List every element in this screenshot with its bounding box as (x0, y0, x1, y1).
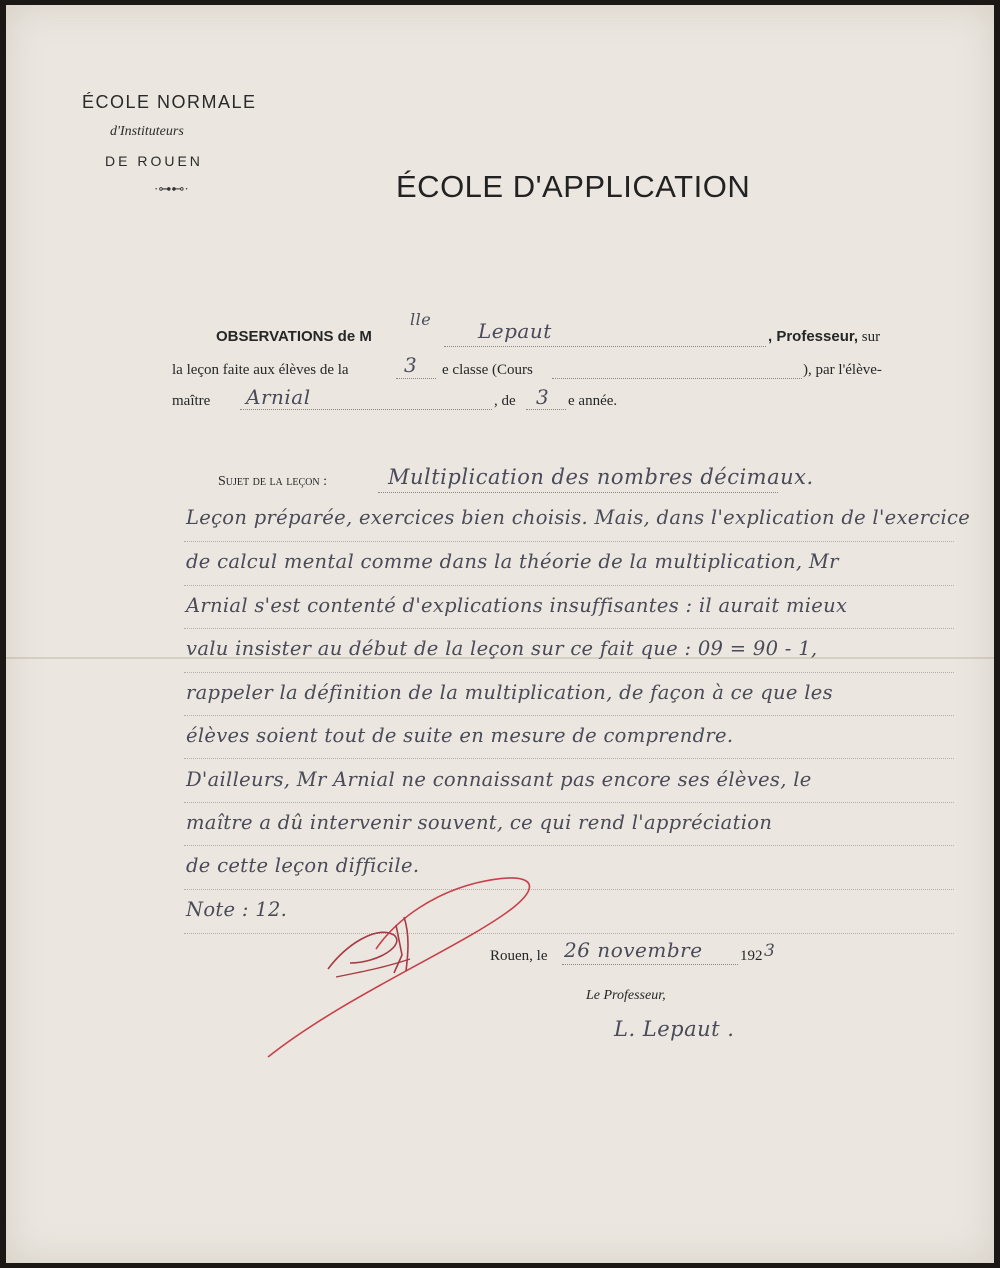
subject-label: Sujet de la leçon : (218, 474, 327, 489)
lesson-label: la leçon faite aux élèves de la (172, 362, 349, 378)
classe-label: e classe (Cours (442, 362, 533, 378)
observation-line: de cette leçon difficile. (186, 854, 420, 877)
date-place-label: Rouen, le (490, 948, 548, 964)
school-name: ÉCOLE NORMALE (82, 92, 257, 112)
school-subtitle: d'Instituteurs (110, 124, 184, 139)
observation-line: de calcul mental comme dans la théorie de la multiplication, Mr (186, 550, 839, 573)
par-eleve-label: ), par l'élève- (803, 362, 882, 378)
professor-signature: L. Lepaut . (614, 1017, 735, 1041)
observations-label: OBSERVATIONS de M (216, 328, 372, 345)
observation-line: Leçon préparée, exercices bien choisis. Mais, dans l'explication de l'exercice (186, 506, 971, 529)
note-line: Note : 12. (186, 898, 288, 921)
document-title: ÉCOLE D'APPLICATION (396, 169, 751, 204)
ornament-icon: ·⊶⊷· (154, 181, 189, 196)
student-name: Arnial (246, 385, 311, 409)
red-initials-signature (6, 5, 994, 1263)
professor-label: , Professeur, sur (768, 328, 881, 345)
annee-label: e année. (568, 393, 618, 409)
document-page (6, 5, 994, 1263)
professor-title: Le Professeur, (586, 988, 666, 1003)
maitre-label: maître (172, 393, 211, 409)
class-number: 3 (404, 353, 418, 377)
observation-line: élèves soient tout de suite en mesure de comprendre. (186, 724, 734, 747)
date-day-month: 26 novembre (564, 938, 703, 962)
year-number: 3 (536, 385, 550, 409)
observation-line: Arnial s'est contenté d'explications insuffisantes : il aurait mieux (186, 594, 848, 617)
professor-name: Lepaut (478, 319, 552, 343)
subject-value: Multiplication des nombres décimaux. (388, 465, 814, 489)
year-prefix: 192 (740, 948, 763, 964)
school-city: DE ROUEN (105, 153, 203, 169)
observation-line: maître a dû intervenir souvent, ce qui rend l'appréciation (186, 811, 773, 834)
de-label: , de (494, 393, 516, 409)
observation-line: valu insister au début de la leçon sur ce fait que : 09 = 90 - 1, (186, 637, 818, 660)
observation-line: D'ailleurs, Mr Arnial ne connaissant pas encore ses élèves, le (186, 768, 812, 791)
title-abbrev: lle (410, 310, 432, 329)
year-suffix: 3 (764, 941, 776, 961)
observation-line: rappeler la définition de la multiplication, de façon à ce que les (186, 681, 833, 704)
